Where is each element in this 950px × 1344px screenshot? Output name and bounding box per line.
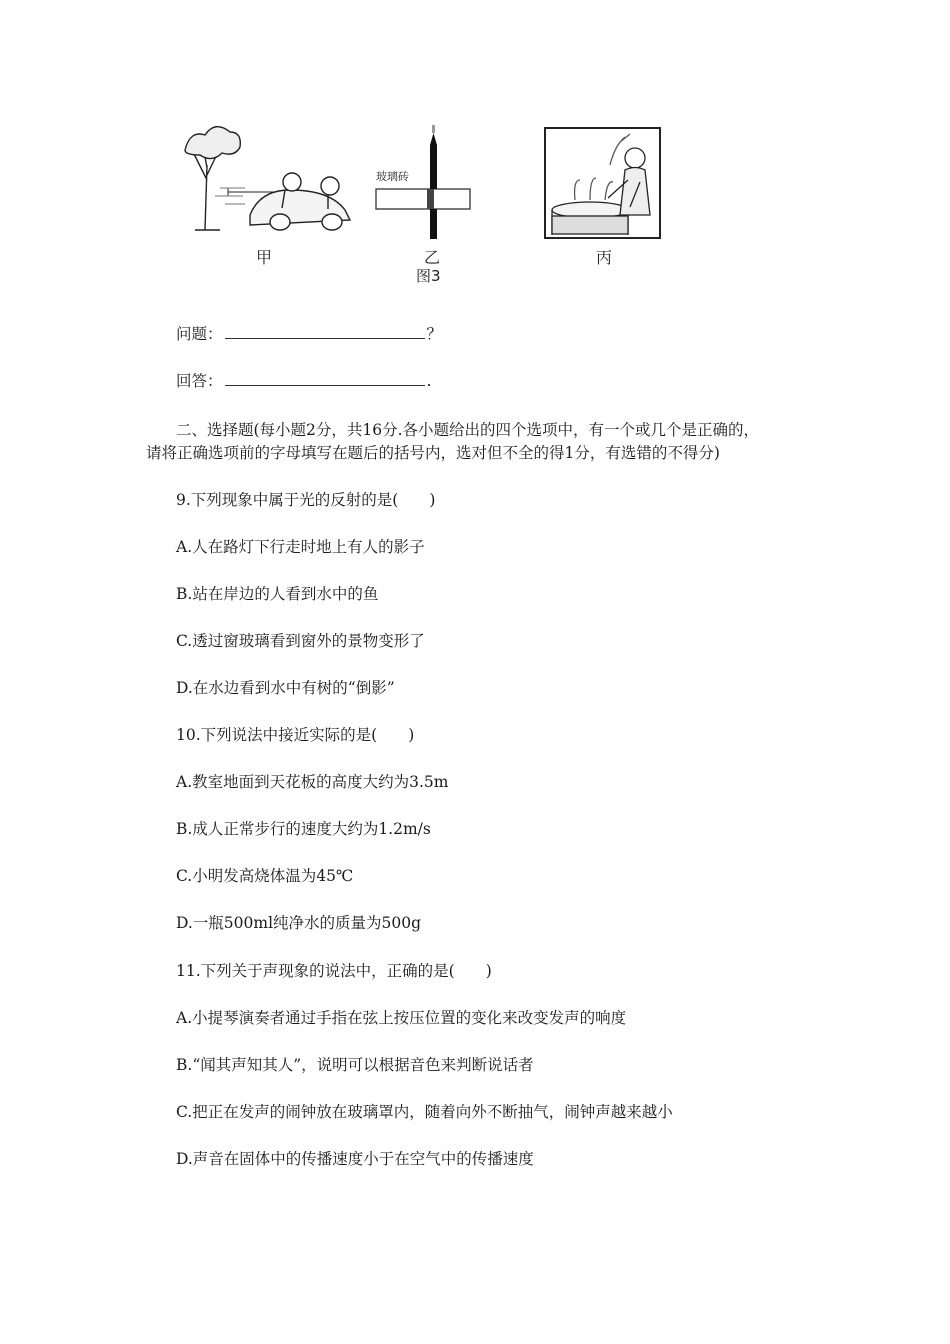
figure-label-c: 丙 xyxy=(596,248,613,267)
q11-option-a: A.小提琴演奏者通过手指在弦上按压位置的变化来改变发声的响度 xyxy=(176,1009,627,1027)
q11-option-d: D.声音在固体中的传播速度小于在空气中的传播速度 xyxy=(176,1150,534,1168)
panel-c-illustration xyxy=(545,128,660,238)
answer-line xyxy=(176,370,431,392)
q9-option-b: B.站在岸边的人看到水中的鱼 xyxy=(176,585,379,603)
figure-caption: 图3 xyxy=(416,267,441,285)
q9-option-a: A.人在路灯下行走时地上有人的影子 xyxy=(176,538,425,556)
q11-stem: 11.下列关于声现象的说法中，正确的是( ) xyxy=(176,962,492,980)
q11-option-b: B.“闻其声知其人”，说明可以根据音色来判断说话者 xyxy=(176,1056,534,1074)
question-label: 问题： xyxy=(176,325,223,343)
figure-3 xyxy=(180,120,680,290)
figure-label-b: 乙 xyxy=(424,248,441,267)
figure-label-a: 甲 xyxy=(256,248,273,267)
q10-option-c: C.小明发高烧体温为45℃ xyxy=(176,867,354,885)
section-heading-line2: 请将正确选项前的字母填写在题后的括号内，选对但不全的得1分，有选错的不得分) xyxy=(146,444,720,462)
section-heading-line1: 二、选择题(每小题2分，共16分.各小题给出的四个选项中，有一个或几个是正确的， xyxy=(176,421,760,439)
q10-option-d: D.一瓶500ml纯净水的质量为500g xyxy=(176,914,422,932)
q10-stem: 10.下列说法中接近实际的是( ) xyxy=(176,726,415,744)
q10-option-a: A.教室地面到天花板的高度大约为3.5m xyxy=(176,773,449,791)
answer-end: . xyxy=(426,372,432,390)
glass-brick-label: 玻璃砖 xyxy=(376,170,409,183)
answer-label: 回答： xyxy=(176,372,223,390)
question-end: ？ xyxy=(426,325,443,343)
question-line xyxy=(176,323,442,345)
q9-option-c: C.透过窗玻璃看到窗外的景物变形了 xyxy=(176,632,425,650)
q10-option-b: B.成人正常步行的速度大约为1.2m/s xyxy=(176,820,431,838)
answer-blank[interactable] xyxy=(225,371,425,386)
panel-a-illustration xyxy=(185,127,350,230)
q9-option-d: D.在水边看到水中有树的“倒影” xyxy=(176,679,395,697)
question-blank[interactable] xyxy=(225,324,425,339)
q11-option-c: C.把正在发声的闹钟放在玻璃罩内，随着向外不断抽气，闹钟声越来越小 xyxy=(176,1103,673,1121)
q9-stem: 9.下列现象中属于光的反射的是( ) xyxy=(176,491,436,509)
